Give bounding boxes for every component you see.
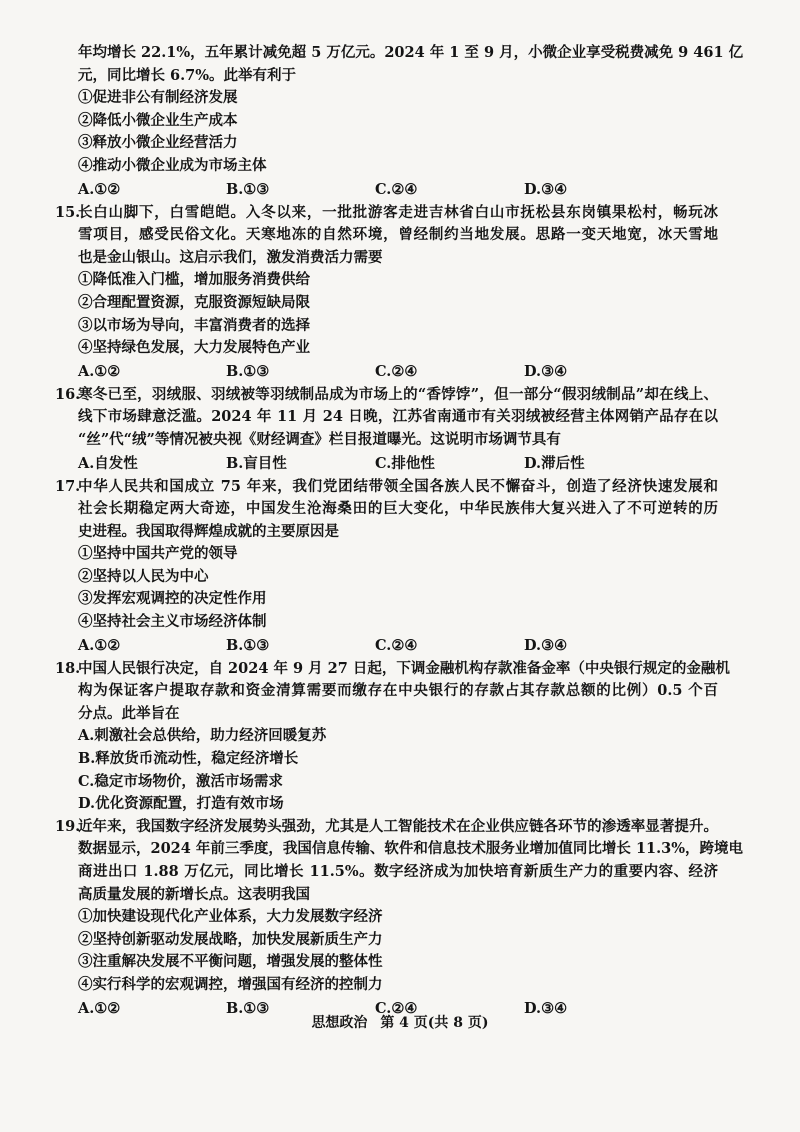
question-18 <box>55 658 730 816</box>
option-b: B.①③ <box>226 999 270 1017</box>
question-stem-line <box>55 384 718 407</box>
question-number: 15. <box>55 203 81 221</box>
question-stem-line <box>55 658 730 681</box>
statement-item: ③注重解决发展不平衡问题，增强发展的整体性 <box>78 953 383 971</box>
question-15 <box>55 202 718 384</box>
question-stem-line <box>55 476 718 499</box>
statement-item: ②降低小微企业生产成本 <box>78 111 238 129</box>
statement-item: ④推动小微企业成为市场主体 <box>78 156 267 174</box>
option-d: D.③④ <box>524 999 568 1017</box>
option-b: B.释放货币流动性，稳定经济增长 <box>78 750 299 768</box>
option-a: A.①② <box>78 999 121 1017</box>
answer-options <box>78 360 718 384</box>
option-c: C.②④ <box>375 180 418 198</box>
footer-page-number: 第 4 页(共 8 页) <box>380 1015 489 1031</box>
answer-options <box>78 634 718 658</box>
option-a: A.刺激社会总供给，助力经济回暖复苏 <box>78 727 327 745</box>
question-17 <box>55 476 718 658</box>
statement-item: ③以市场为导向，丰富消费者的选择 <box>78 316 310 334</box>
option-a: A.①② <box>78 362 121 380</box>
statement-item: ①促进非公有制经济发展 <box>78 89 238 107</box>
statement-item: ③释放小微企业经营活力 <box>78 134 238 152</box>
option-d: D.③④ <box>524 362 568 380</box>
question-stem-line: 线下市场肆意泛滥。2024 年 11 月 24 日晚，江苏省南通市有关羽绒被经营主体网销产品存在以 <box>78 408 718 426</box>
question-stem-text: 中国人民银行决定，自 2024 年 9 月 27 日起，下调金融机构存款准备金率（中央银行规定的金融机 <box>78 659 730 677</box>
answer-options <box>78 452 718 476</box>
option-c: C.稳定市场物价，激活市场需求 <box>78 772 283 790</box>
option-b: B.①③ <box>226 180 270 198</box>
statement-item: ②坚持创新驱动发展战略，加快发展新质生产力 <box>78 930 383 948</box>
statement-item: ①加快建设现代化产业体系，大力发展数字经济 <box>78 908 383 926</box>
question-stem-line: 商进出口 1.88 万亿元，同比增长 11.5%。数字经济成为加快培育新质生产力的重要内容、经济 <box>78 863 718 880</box>
question-stem-line: 史进程。我国取得辉煌成就的主要原因是 <box>78 522 339 540</box>
option-b: B.①③ <box>226 636 270 654</box>
statement-item: ①降低准入门槛，增加服务消费供给 <box>78 271 310 289</box>
statement-item: ④坚持社会主义市场经济体制 <box>78 613 267 631</box>
option-c: C.②④ <box>375 999 418 1017</box>
question-stem-line: 数据显示，2024 年前三季度，我国信息传输、软件和信息技术服务业增加值同比增长 11.3%，跨境电 <box>78 840 744 858</box>
statement-item: ①坚持中国共产党的领导 <box>78 545 238 563</box>
question-stem-text: 中华人民共和国成立 75 年来，我们党团结带领全国各族人民不懈奋斗，创造了经济快速发展和 <box>78 477 718 495</box>
option-a: A.①② <box>78 180 121 198</box>
option-c: C.②④ <box>375 362 418 380</box>
option-b: B.盲目性 <box>226 454 287 472</box>
option-a: A.自发性 <box>78 454 138 472</box>
option-d: D.滞后性 <box>524 454 585 472</box>
question-stem-line <box>55 202 718 225</box>
page-footer <box>0 1012 800 1032</box>
option-b: B.①③ <box>226 362 270 380</box>
question-stem-line: 分点。此举旨在 <box>78 704 180 722</box>
statement-item: ②合理配置资源，克服资源短缺局限 <box>78 293 310 311</box>
question-stem-text: 近年来，我国数字经济发展势头强劲，尤其是人工智能技术在企业供应链各环节的渗透率显著提升。 <box>78 817 718 835</box>
statement-item: ④实行科学的宏观调控，增强国有经济的控制力 <box>78 975 383 993</box>
statement-item: ②坚持以人民为中心 <box>78 567 209 585</box>
question-stem-line: “丝”代“绒”等情况被央视《财经调查》栏目报道曝光。这说明市场调节具有 <box>78 430 561 448</box>
statement-item: ③发挥宏观调控的决定性作用 <box>78 590 267 608</box>
question-stem-line: 构为保证客户提取存款和资金清算需要而缴存在中央银行的存款占其存款总额的比例）0.5 个百 <box>78 682 718 700</box>
question-stem-text: 寒冬已至，羽绒服、羽绒被等羽绒制品成为市场上的“香饽饽”，但一部分“假羽绒制品”却在线上、 <box>78 385 718 403</box>
option-d: D.优化资源配置，打造有效市场 <box>78 795 284 813</box>
option-d: D.③④ <box>524 636 568 654</box>
page-content <box>55 42 744 1021</box>
question-number: 17. <box>55 477 81 495</box>
statement-item: ④坚持绿色发展，大力发展特色产业 <box>78 339 310 357</box>
question-16 <box>55 384 718 476</box>
question-number: 18. <box>55 659 81 677</box>
option-d: D.③④ <box>524 180 568 198</box>
question-stem-line: 元，同比增长 6.7%。此举有利于 <box>78 66 297 84</box>
question-stem-line: 高质量发展的新增长点。这表明我国 <box>78 885 310 903</box>
question-number: 19. <box>55 817 81 835</box>
option-c: C.排他性 <box>375 454 435 472</box>
question-stem-line: 也是金山银山。这启示我们，激发消费活力需要 <box>78 248 383 266</box>
question-stem-line: 社会长期稳定两大奇迹，中国发生沧海桑田的巨大变化，中华民族伟大复兴进入了不可逆转的历 <box>78 500 718 518</box>
option-c: C.②④ <box>375 636 418 654</box>
question-stem-line: 年均增长 22.1%，五年累计减免超 5 万亿元。2024 年 1 至 9 月，小微企业享受税费减免 9 461 亿 <box>78 44 744 61</box>
question-19 <box>55 816 744 1021</box>
question-number: 16. <box>55 385 81 403</box>
question-stem-text: 长白山脚下，白雪皑皑。入冬以来，一批批游客走进吉林省白山市抚松县东岗镇果松村，畅玩冰 <box>78 203 718 221</box>
footer-subject: 思想政治 <box>311 1015 368 1031</box>
option-a: A.①② <box>78 636 121 654</box>
question-stem-line: 雪项目，感受民俗文化。天寒地冻的自然环境，曾经制约当地发展。思路一变天地宽，冰天雪地 <box>78 226 718 244</box>
answer-options <box>78 178 718 202</box>
question-14 <box>78 42 744 202</box>
question-stem-line <box>55 816 718 839</box>
